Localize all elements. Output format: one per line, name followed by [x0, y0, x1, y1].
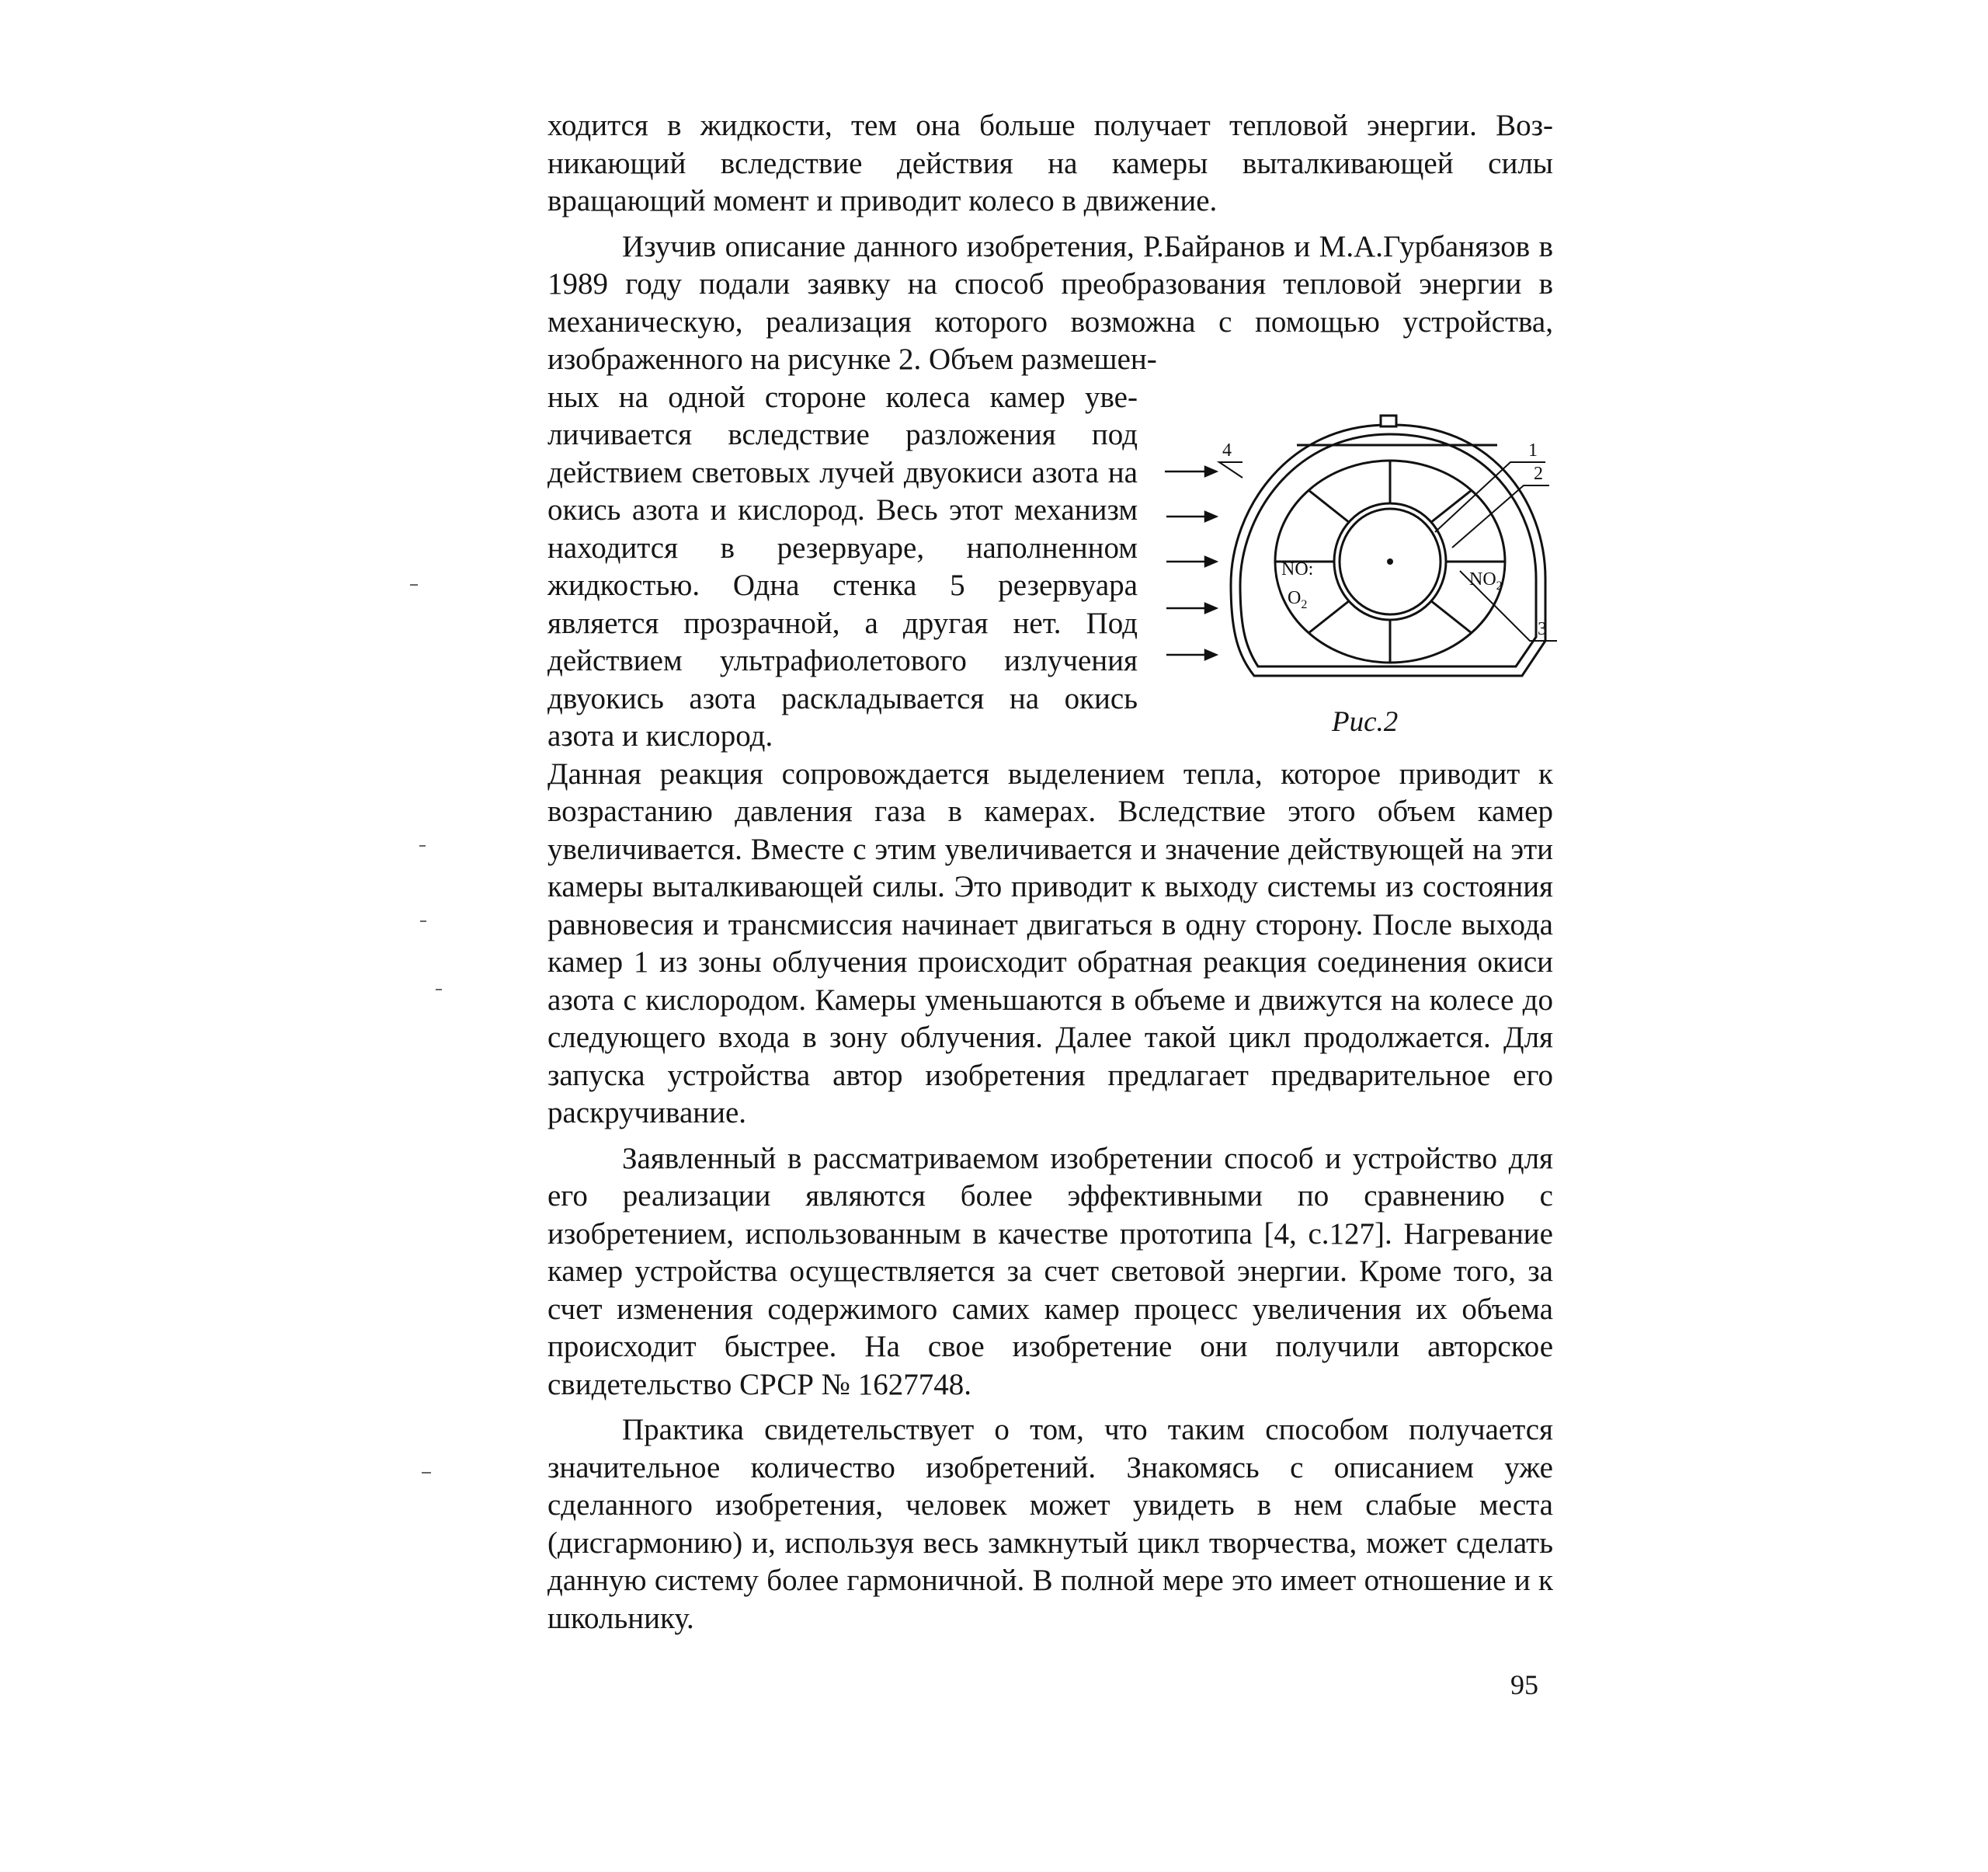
label-no: NO:	[1281, 559, 1314, 579]
text-column	[547, 107, 1553, 1637]
figure-caption: Рис.2	[1332, 706, 1399, 738]
paragraph-2-wrapped: ных на одной стороне колеса камер увеличивается вследствие разложения под действием световых лучей двуокиси азота на окись азота и кислород. Весь этот механизм находится в резервуаре, наполненном жидкостью. Одна стенка 5 резервуара является прозрачной, а другая нет. Под действием ультрафиолетового излучения двуокись азота раскладывается на окись азота и кислород.	[547, 380, 1138, 753]
label-no2: $NO_2$	[1469, 569, 1503, 593]
reservoir-outline	[1231, 416, 1545, 676]
paragraph-4: Практика свидетельствует о том, что таким способом получается значительное количество изобретений. Знакомясь с описанием уже сделанного изобретения, человек может увидеть в нем слабые места (дисгармонию) и, используя весь замкнутый цикл творчества, может сделать данную систему более гармоничной. В полной мере это имеет отношение и к школьнику.	[547, 1413, 1553, 1635]
label-4: 4	[1222, 440, 1232, 461]
page-number: 95	[1510, 1669, 1538, 1700]
device-diagram-svg	[1157, 408, 1561, 719]
wheel-axle	[1387, 558, 1393, 565]
paragraph-3: Заявленный в рассматриваемом изобретении способ и устройство для его реализации являются более эффективными по сравнению с изобретением, использованным в качестве прототипа [4, с.127]. Нагревание камер устройства осуществляется за счет световой энергии. Кроме того, за счет изменения содержимого самих камер процесс увеличения их объема происходит быстрее. На свое изобретение они получили авторское свидетельство СРСР № 1627748.	[547, 1141, 1553, 1401]
label-2: 2	[1534, 464, 1543, 484]
label-3: 3	[1538, 619, 1547, 639]
scan-speck	[420, 920, 426, 922]
scan-speck	[436, 989, 442, 990]
scan-speck	[410, 584, 418, 586]
label-o2: $O_2$	[1288, 588, 1308, 611]
paragraph-2: Изучив описание данного изобретения, Р.Байранов и М.А.Гурбанязов в 1989 году подали заявку на способ преобразования тепловой энергии в механическую, реализация которого возможна с помощью устройства, изображенного на рисунке 2. Объем размешен-	[547, 229, 1553, 376]
scan-speck	[419, 845, 426, 847]
scan-speck	[422, 1472, 431, 1474]
paragraph-2-continued: Данная реакция сопровождается выделением тепла, которое приводит к возрастанию давления газа в камерах. Вследствие этого объем камер увеличивается. Вместе с этим увеличивается и значение действующей на эти камеры выталкивающей силы. Это приводит к выходу системы из состояния равновесия и трансмиссия начинает двигаться в одну сторону. После выхода камер 1 из зоны облучения происходит обратная реакция соединения окиси азота с кислородом. Камеры уменьшаются в объеме и движутся на колесе до следующего входа в зону облучения. Далее такой цикл продолжается. Для запуска устройства автор изобретения предлагает предварительное его раскручивание.	[547, 757, 1553, 1129]
light-arrows	[1165, 467, 1216, 659]
figure-2-device-diagram	[1157, 408, 1561, 750]
label-1: 1	[1528, 440, 1538, 461]
paragraph-1: ходится в жидкости, тем она больше получает тепловой энергии. Возникающий вследствие действия на камеры выталкивающей силы вращающий момент и приводит колесо в движение.	[547, 109, 1553, 217]
